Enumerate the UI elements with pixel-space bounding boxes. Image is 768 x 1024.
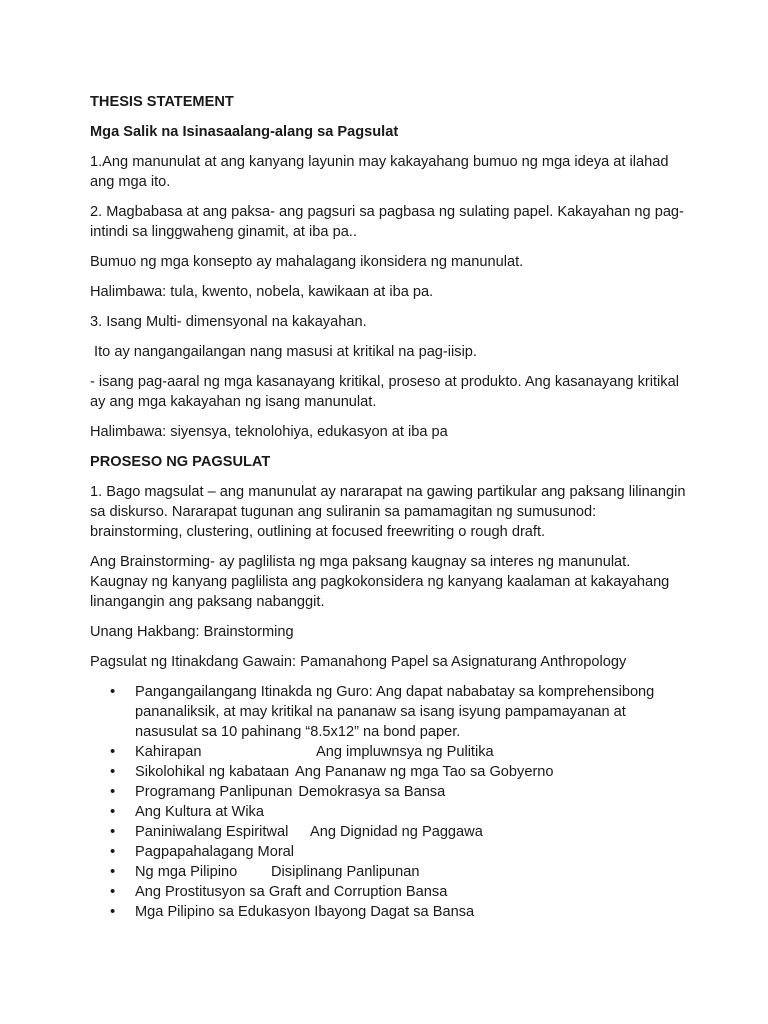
list-item: • Programang Panlipunan Demokrasya sa Bansa xyxy=(90,782,690,802)
paragraph-11: Unang Hakbang: Brainstorming xyxy=(90,624,294,640)
list-item: • Kahirapan Ang impluwnsya ng Pulitika xyxy=(90,742,690,762)
paragraph-4: Halimbawa: tula, kwento, nobela, kawikaan at iba pa. xyxy=(90,284,434,300)
paragraph-7: - isang pag-aaral ng mga kasanayang kritikal, proseso at produkto. Ang kasanayang kritikal ay ang mga kakayahan ng isang manunulat. xyxy=(90,374,679,410)
list-item: • Mga Pilipino sa Edukasyon Ibayong Dagat sa Bansa xyxy=(90,902,690,922)
list-item: • Ng mga Pilipino Disiplinang Panlipunan xyxy=(90,862,690,882)
paragraph-10: Ang Brainstorming- ay paglilista ng mga paksang kaugnay sa interes ng manunulat. Kaugnay ng kanyang paglilista ang pagkokonsidera ng kanyang kaalaman at kakayahang linangangin ang paksang nabanggit. xyxy=(90,554,670,610)
list-item: • Pangangailangang Itinakda ng Guro: Ang dapat nababatay sa komprehensibong pananaliksik, at may kritikal na pananaw sa isang isyung pampamayanan at nasusulat sa 10 pahinang “8.5x12” na bond paper. xyxy=(90,682,690,742)
thesis-heading: THESIS STATEMENT xyxy=(90,94,234,110)
factors-heading: Mga Salik na Isinasaalang-alang sa Pagsulat xyxy=(90,124,399,140)
paragraph-3: Bumuo ng mga konsepto ay mahalagang ikonsidera ng manunulat. xyxy=(90,254,524,270)
list-item: • Pagpapahalagang Moral xyxy=(90,842,690,862)
document-body xyxy=(90,92,690,922)
paragraph-1: 1.Ang manunulat at ang kanyang layunin may kakayahang bumuo ng mga ideya at ilahad ang mga ito. xyxy=(90,154,669,190)
list-item: • Ang Prostitusyon sa Graft and Corruption Bansa xyxy=(90,882,690,902)
list-item: • Sikolohikal ng kabataan Ang Pananaw ng mga Tao sa Gobyerno xyxy=(90,762,690,782)
paragraph-9: 1. Bago magsulat – ang manunulat ay nararapat na gawing partikular ang paksang lilinangin sa diskurso. Nararapat tugunan ang suliranin sa pamamagitan ng sumusunod: brainstorming, clustering, outlining at focused freewriting o rough draft. xyxy=(90,484,686,540)
paragraph-5: 3. Isang Multi- dimensyonal na kakayahan. xyxy=(90,314,367,330)
topic-list xyxy=(90,682,690,922)
paragraph-6: Ito ay nangangailangan nang masusi at kritikal na pag-iisip. xyxy=(90,344,477,360)
process-heading: PROSESO NG PAGSULAT xyxy=(90,454,271,470)
paragraph-8: Halimbawa: siyensya, teknolohiya, edukasyon at iba pa xyxy=(90,424,448,440)
list-item: • Paniniwalang Espiritwal Ang Dignidad ng Paggawa xyxy=(90,822,690,842)
list-item: • Ang Kultura at Wika xyxy=(90,802,690,822)
paragraph-12: Pagsulat ng Itinakdang Gawain: Pamanahong Papel sa Asignaturang Anthropology xyxy=(90,654,627,670)
paragraph-2: 2. Magbabasa at ang paksa- ang pagsuri sa pagbasa ng sulating papel. Kakayahan ng pag-intindi sa linggwaheng ginamit, at iba pa.. xyxy=(90,204,684,240)
